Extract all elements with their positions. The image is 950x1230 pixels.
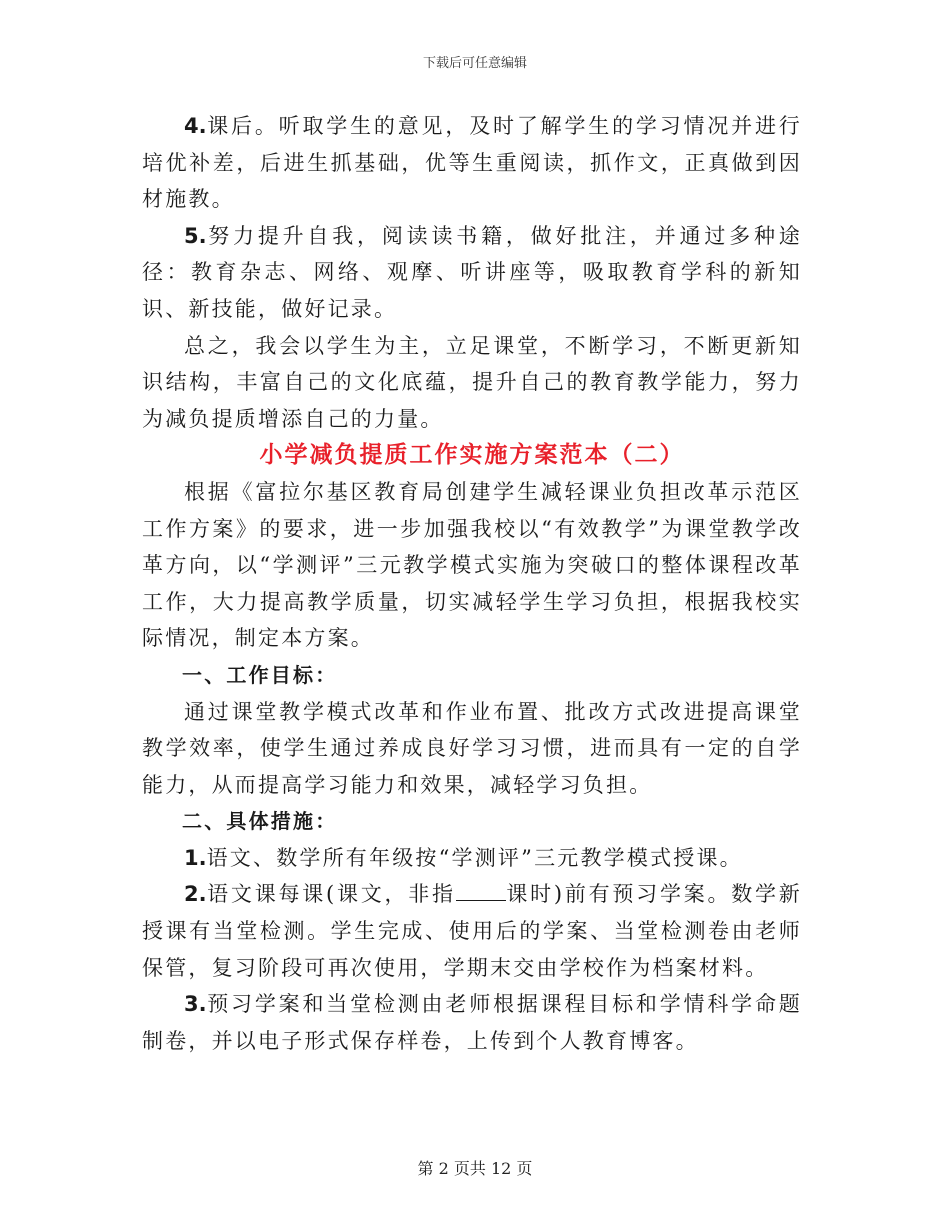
measure-text-part-b: 课时)前有预习学案。数学新授课有当堂检测。学生完成、使用后的学案、当堂检测卷由老师保管，复习阶段可再次使用，学期末交由学校作为档案材料。 bbox=[142, 882, 802, 980]
heading-work-goals: 一、工作目标： bbox=[182, 662, 338, 687]
fill-in-blank bbox=[456, 900, 506, 901]
item-number: 3. bbox=[184, 992, 207, 1017]
page-footer: 第 2 页共 12 页 bbox=[417, 1159, 533, 1178]
paragraph-item-4 bbox=[142, 108, 802, 218]
item-number: 5. bbox=[184, 223, 207, 248]
paragraph-text: 努力提升自我，阅读读书籍，做好批注，并通过多种途径：教育杂志、网络、观摩、听讲座等，吸取教育学科的新知识、新技能，做好记录。 bbox=[142, 223, 802, 321]
paragraph-text: 课后。听取学生的意见，及时了解学生的学习情况并进行培优补差，后进生抓基础，优等生重阅读，抓作文，正真做到因材施教。 bbox=[142, 114, 802, 212]
goal-paragraph: 通过课堂教学模式改革和作业布置、批改方式改进提高课堂教学效率，使学生通过养成良好学习习惯，进而具有一定的自学能力，从而提高学习能力和效果，减轻学习负担。 bbox=[142, 699, 802, 797]
measure-text: 预习学案和当堂检测由老师根据课程目标和学情科学命题制卷，并以电子形式保存样卷，上传到个人教育博客。 bbox=[142, 992, 802, 1053]
heading-specific-measures: 二、具体措施： bbox=[182, 809, 338, 834]
section-title: 小学减负提质工作实施方案范本（二） bbox=[259, 441, 685, 469]
measure-item-3 bbox=[142, 986, 802, 1059]
item-number: 1. bbox=[184, 845, 207, 870]
measure-text: 语文、数学所有年级按“学测评”三元教学模式授课。 bbox=[206, 845, 743, 870]
document-body bbox=[142, 108, 802, 1059]
item-number: 2. bbox=[184, 882, 207, 907]
measure-item-1 bbox=[142, 840, 802, 877]
summary-paragraph: 总之，我会以学生为主，立足课堂，不断学习，不断更新知识结构，丰富自己的文化底蕴，提升自己的教育教学能力，努力为减负提质增添自己的力量。 bbox=[142, 333, 802, 431]
measure-text-part-a: 语文课每课(课文，非指 bbox=[206, 882, 456, 907]
paragraph-item-5 bbox=[142, 218, 802, 328]
intro-paragraph: 根据《富拉尔基区教育局创建学生减轻课业负担改革示范区工作方案》的要求，进一步加强我校以“有效教学”为课堂教学改革方向，以“学测评”三元教学模式实施为突破口的整体课程改革工作，大力提高教学质量，切实减轻学生学习负担，根据我校实际情况，制定本方案。 bbox=[142, 479, 802, 651]
header-note: 下载后可任意编辑 bbox=[422, 56, 527, 71]
item-number: 4. bbox=[184, 114, 207, 138]
measure-item-2 bbox=[142, 876, 802, 986]
